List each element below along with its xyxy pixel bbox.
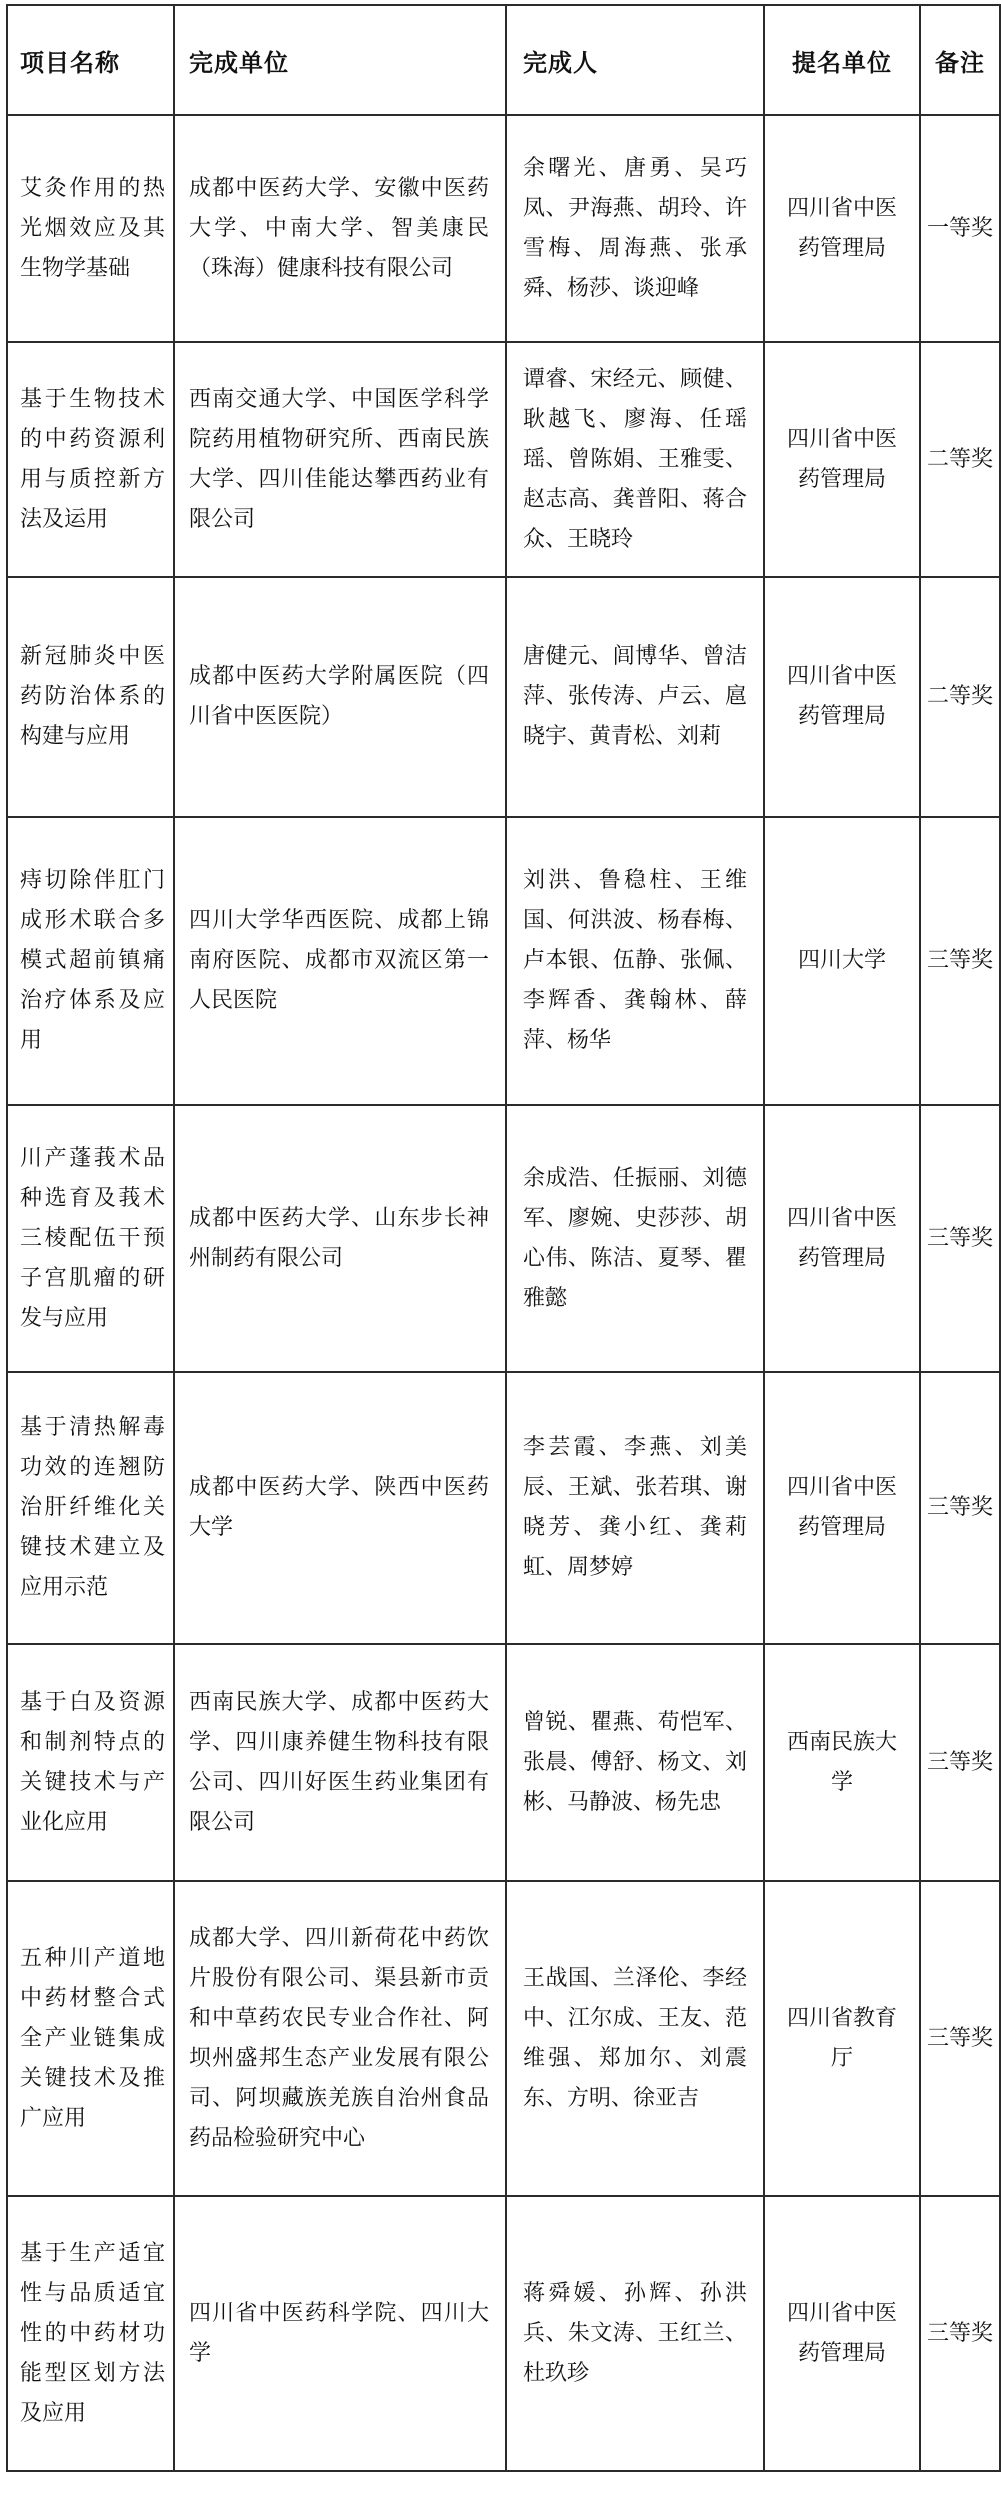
award-level-cell: 二等奖 [920,577,1000,817]
table-header-row [7,5,1000,115]
table-row [7,1372,1000,1644]
units-cell: 西南交通大学、中国医学科学院药用植物研究所、西南民族大学、四川佳能达攀西药业有限公司 [174,342,506,577]
award-level-cell: 三等奖 [920,1644,1000,1881]
header-nominating-unit: 提名单位 [764,5,920,115]
project-name-cell: 基于生物技术的中药资源利用与质控新方法及运用 [7,342,174,577]
units-cell: 西南民族大学、成都中医药大学、四川康养健生物科技有限公司、四川好医生药业集团有限公司 [174,1644,506,1881]
nominator-cell: 四川省教育厅 [764,1881,920,2196]
project-name-cell: 基于白及资源和制剂特点的关键技术与产业化应用 [7,1644,174,1881]
project-name-cell: 痔切除伴肛门成形术联合多模式超前镇痛治疗体系及应用 [7,817,174,1105]
project-name-cell: 基于生产适宜性与品质适宜性的中药材功能型区划方法及应用 [7,2196,174,2471]
header-completing-units: 完成单位 [174,5,506,115]
nominator-cell: 四川省中医药管理局 [764,1372,920,1644]
table-row [7,342,1000,577]
nominator-cell: 四川省中医药管理局 [764,1105,920,1372]
award-level-cell: 三等奖 [920,2196,1000,2471]
table-row [7,817,1000,1105]
award-table [6,4,1001,2472]
project-name-cell: 基于清热解毒功效的连翘防治肝纤维化关键技术建立及应用示范 [7,1372,174,1644]
award-level-cell: 二等奖 [920,342,1000,577]
people-cell: 余成浩、任振丽、刘德军、廖婉、史莎莎、胡心伟、陈洁、夏琴、瞿雅懿 [506,1105,764,1372]
header-project-name: 项目名称 [7,5,174,115]
award-level-cell: 一等奖 [920,115,1000,342]
project-name-cell: 艾灸作用的热光烟效应及其生物学基础 [7,115,174,342]
people-cell: 李芸霞、李燕、刘美辰、王斌、张若琪、谢晓芳、龚小红、龚莉虹、周梦婷 [506,1372,764,1644]
people-cell: 刘洪、鲁稳柱、王维国、何洪波、杨春梅、卢本银、伍静、张佩、李辉香、龚翰林、薛萍、杨华 [506,817,764,1105]
units-cell: 成都中医药大学、陕西中医药大学 [174,1372,506,1644]
units-cell: 成都大学、四川新荷花中药饮片股份有限公司、渠县新市贡和中草药农民专业合作社、阿坝州盛邦生态产业发展有限公司、阿坝藏族羌族自治州食品药品检验研究中心 [174,1881,506,2196]
nominator-cell: 西南民族大学 [764,1644,920,1881]
award-level-cell: 三等奖 [920,1105,1000,1372]
table-row [7,2196,1000,2471]
table-row [7,1881,1000,2196]
nominator-cell: 四川省中医药管理局 [764,577,920,817]
people-cell: 谭睿、宋经元、顾健、耿越飞、廖海、任瑶瑶、曾陈娟、王雅雯、赵志高、龚普阳、蒋合众、王晓玲 [506,342,764,577]
units-cell: 成都中医药大学、山东步长神州制药有限公司 [174,1105,506,1372]
units-cell: 四川省中医药科学院、四川大学 [174,2196,506,2471]
award-level-cell: 三等奖 [920,817,1000,1105]
header-completing-people: 完成人 [506,5,764,115]
project-name-cell: 川产蓬莪术品种选育及莪术三棱配伍干预子宫肌瘤的研发与应用 [7,1105,174,1372]
header-remarks: 备注 [920,5,1000,115]
award-level-cell: 三等奖 [920,1881,1000,2196]
table-row [7,115,1000,342]
people-cell: 余曙光、唐勇、吴巧凤、尹海燕、胡玲、许雪梅、周海燕、张承舜、杨莎、谈迎峰 [506,115,764,342]
people-cell: 唐健元、闾博华、曾洁萍、张传涛、卢云、扈晓宇、黄青松、刘莉 [506,577,764,817]
people-cell: 曾锐、瞿燕、苟恺军、张晨、傅舒、杨文、刘彬、马静波、杨先忠 [506,1644,764,1881]
project-name-cell: 五种川产道地中药材整合式全产业链集成关键技术及推广应用 [7,1881,174,2196]
table-row [7,577,1000,817]
project-name-cell: 新冠肺炎中医药防治体系的构建与应用 [7,577,174,817]
table-row [7,1644,1000,1881]
units-cell: 四川大学华西医院、成都上锦南府医院、成都市双流区第一人民医院 [174,817,506,1105]
units-cell: 成都中医药大学、安徽中医药大学、中南大学、智美康民（珠海）健康科技有限公司 [174,115,506,342]
award-level-cell: 三等奖 [920,1372,1000,1644]
nominator-cell: 四川省中医药管理局 [764,2196,920,2471]
nominator-cell: 四川省中医药管理局 [764,342,920,577]
people-cell: 蒋舜媛、孙辉、孙洪兵、朱文涛、王红兰、杜玖珍 [506,2196,764,2471]
units-cell: 成都中医药大学附属医院（四川省中医医院） [174,577,506,817]
people-cell: 王战国、兰泽伦、李经中、江尔成、王友、范维强、郑加尔、刘震东、方明、徐亚吉 [506,1881,764,2196]
table-row [7,1105,1000,1372]
nominator-cell: 四川省中医药管理局 [764,115,920,342]
nominator-cell: 四川大学 [764,817,920,1105]
